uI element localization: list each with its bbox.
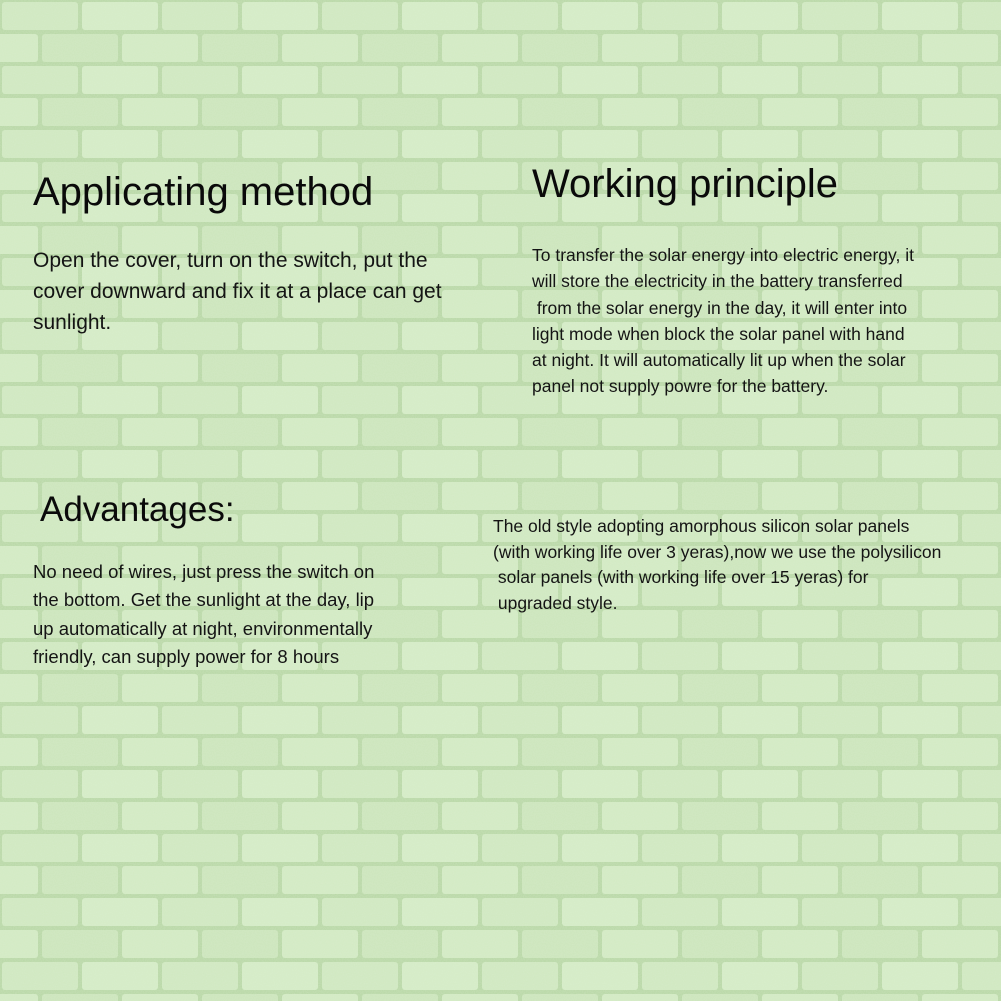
applicating-method-heading: Applicating method <box>33 170 374 214</box>
applicating-method-text <box>33 245 513 338</box>
paragraph-line: light mode when block the solar panel with hand <box>532 323 905 344</box>
paragraph-line: the bottom. Get the sunlight at the day, lip <box>33 589 375 611</box>
paragraph-line: friendly, can supply power for 8 hours <box>33 645 340 667</box>
paragraph-line: upgraded style. <box>493 593 618 614</box>
paragraph-line: solar panels (with working life over 15 yeras) for <box>493 567 869 588</box>
paragraph-line: The old style adopting amorphous silicon solar panels <box>493 516 910 536</box>
upgrade-note-text <box>493 514 998 617</box>
paragraph-line: at night. It will automatically lit up when the solar <box>532 350 906 371</box>
paragraph-line: (with working life over 3 yeras),now we use the polysilicon <box>493 541 942 562</box>
paragraph-line: Open the cover, turn on the switch, put the <box>33 249 428 272</box>
paragraph-line: up automatically at night, environmentally <box>33 617 373 639</box>
working-principle-text <box>532 242 992 400</box>
paragraph-line: panel not supply powre for the battery. <box>532 376 829 397</box>
advantages-text <box>33 558 453 671</box>
working-principle-heading: Working principle <box>532 162 839 206</box>
paragraph-line: To transfer the solar energy into electric energy, it <box>532 245 914 265</box>
paragraph-line: No need of wires, just press the switch on <box>33 561 375 582</box>
paragraph-line: sunlight. <box>33 311 112 334</box>
paragraph-line: cover downward and fix it at a place can get <box>33 280 442 303</box>
paragraph-line: will store the electricity in the battery transferred <box>532 271 903 292</box>
paragraph-line: from the solar energy in the day, it will enter into <box>532 297 908 318</box>
advantages-heading: Advantages: <box>40 490 235 529</box>
